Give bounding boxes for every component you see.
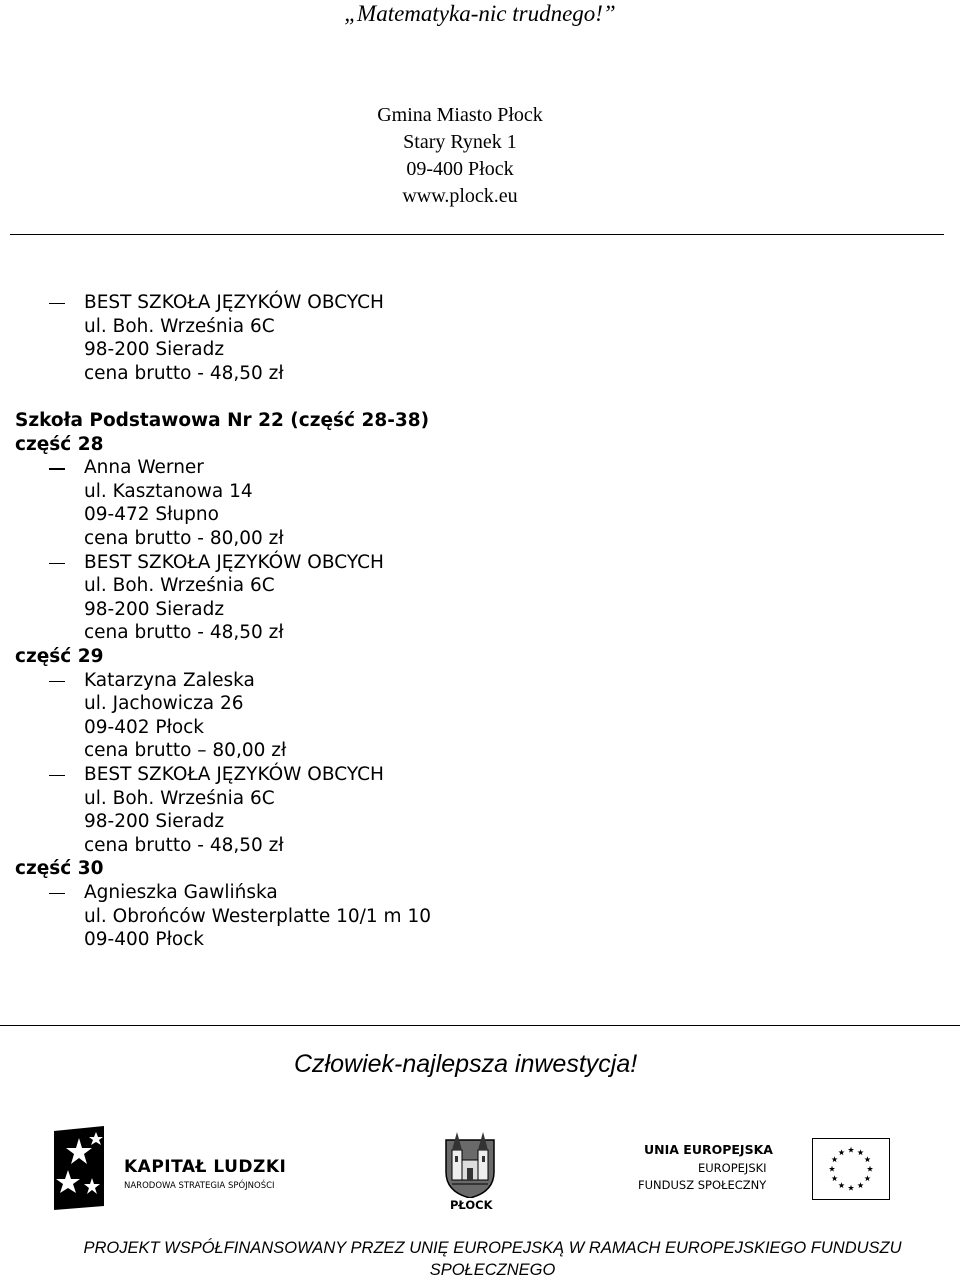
header-divider [10,234,944,235]
list-dash-icon [49,893,65,894]
entry-line: 09-402 Płock [84,716,205,738]
list-dash-icon [49,468,65,469]
entry-line: 98-200 Sieradz [84,811,225,833]
section-heading: Szkoła Podstawowa Nr 22 (część 28-38) [15,410,430,431]
eu-logo-line-2: EUROPEJSKI [698,1161,767,1175]
entry-line: ul. Boh. Września 6C [84,787,275,809]
eu-logo-line-1: UNIA EUROPEJSKA [644,1142,773,1157]
entry-line: ul. Jachowicza 26 [84,693,244,715]
address-website: www.plock.eu [402,185,518,207]
entry-line: ul. Boh. Września 6C [84,575,275,597]
entry-line: BEST SZKOŁA JĘZYKÓW OBCYCH [84,551,384,573]
entry-line: cena brutto - 48,50 zł [84,834,284,856]
entry-line: Katarzyna Zaleska [84,669,255,691]
entry-line: Anna Werner [84,457,204,479]
list-dash-icon [49,563,65,564]
entry-line: 98-200 Sieradz [84,598,225,620]
plock-logo [444,1126,496,1216]
list-dash-icon [49,303,65,304]
entry-line: ul. Boh. Września 6C [84,315,275,337]
entry-line: 09-472 Słupno [84,504,219,526]
kapital-ludzki-title: KAPITAŁ LUDZKI [124,1157,287,1177]
entry-line: ul. Kasztanowa 14 [84,480,253,502]
address-line-3: 09-400 Płock [406,158,514,180]
document-title: „Matematyka-nic trudnego!” [344,1,616,26]
section-heading: część 28 [15,433,104,455]
entry-line: ul. Obrońców Westerplatte 10/1 m 10 [84,905,432,927]
entry-line: cena brutto – 80,00 zł [84,740,287,762]
eu-logo-line-3: FUNDUSZ SPOŁECZNY [638,1178,767,1192]
plock-logo-label: PŁOCK [450,1198,493,1212]
section-heading: część 30 [15,858,104,880]
plock-coat-of-arms-icon [444,1126,496,1198]
entry-line: cena brutto - 80,00 zł [84,528,284,549]
list-dash-icon [49,681,65,682]
kapital-ludzki-logo [54,1126,314,1210]
footer-divider [0,1025,960,1026]
eu-logo [632,1138,894,1202]
project-footer-line-1: PROJEKT WSPÓŁFINANSOWANY PRZEZ UNIĘ EUROPEJSKĄ W RAMACH EUROPEJSKIEGO FUNDUSZU [83,1239,902,1257]
section-heading: część 29 [15,646,104,667]
eu-flag-icon [812,1138,890,1200]
entry-line: BEST SZKOŁA JĘZYKÓW OBCYCH [84,764,384,785]
kapital-ludzki-subtitle: NARODOWA STRATEGIA SPÓJNOŚCI [124,1181,275,1191]
project-footer [0,1237,960,1281]
address-line-2: Stary Rynek 1 [403,131,517,153]
entry-line: 09-400 Płock [84,929,205,951]
entry-line: cena brutto - 48,50 zł [84,362,284,384]
entry-line: cena brutto - 48,50 zł [84,622,284,644]
list-dash-icon [49,775,65,776]
entry-line: BEST SZKOŁA JĘZYKÓW OBCYCH [84,292,384,313]
address-line-1: Gmina Miasto Płock [377,104,543,126]
project-footer-line-2: SPOŁECZNEGO [429,1261,556,1279]
entry-line: Agnieszka Gawlińska [84,882,278,903]
kapital-ludzki-emblem-icon [54,1126,104,1210]
footer-slogan: Człowiek-najlepsza inwestycja! [294,1050,638,1078]
entry-line: 98-200 Sieradz [84,339,225,361]
